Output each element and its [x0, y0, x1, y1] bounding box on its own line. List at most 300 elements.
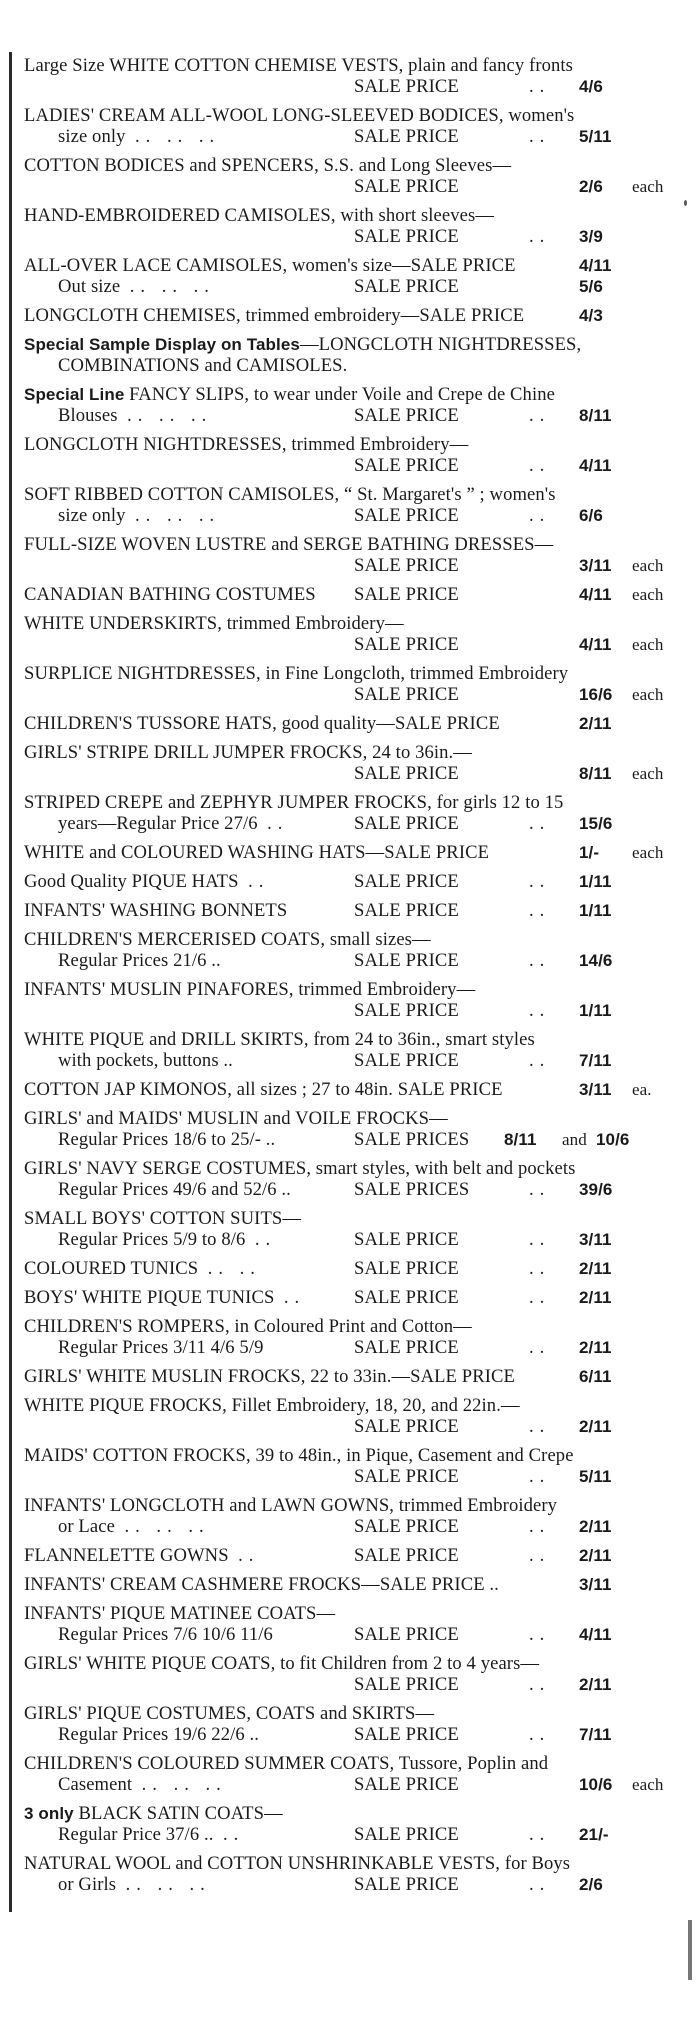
list-item — [24, 384, 656, 426]
list-item — [24, 305, 656, 326]
price-value: 1/11 — [579, 872, 612, 891]
item-text-wrap — [24, 334, 581, 355]
item-text-wrap — [24, 929, 431, 950]
list-item — [24, 1208, 656, 1250]
list-line — [24, 663, 656, 684]
sale-price-label: SALE PRICE — [354, 276, 459, 297]
sale-price-label: SALE PRICE — [354, 1229, 459, 1250]
leader-dots: .. — [529, 1545, 551, 1566]
sale-price-label: SALE PRICE — [354, 1258, 459, 1279]
price-value: 3/11 — [579, 1230, 612, 1249]
price-value: 2/11 — [579, 1338, 612, 1357]
item-description: GIRLS' WHITE PIQUE COATS, to fit Children from 2 to 4 years— — [24, 1653, 540, 1674]
price-value: 2/11 — [579, 1288, 612, 1307]
list-item — [24, 484, 656, 526]
list-item — [24, 1029, 656, 1071]
sale-price-label: SALE PRICE — [354, 505, 459, 526]
list-line — [24, 484, 656, 505]
list-line — [24, 1674, 656, 1695]
leader-dots: .. — [529, 1874, 551, 1895]
list-item — [24, 929, 656, 971]
price-value: 16/6 — [579, 685, 613, 704]
price-suffix: each — [632, 635, 664, 654]
list-line — [24, 255, 656, 276]
item-description: GIRLS' PIQUE COSTUMES, COATS and SKIRTS— — [24, 1703, 435, 1724]
item-text-wrap — [24, 1316, 472, 1337]
price-value: 5/6 — [579, 277, 603, 296]
item-text-wrap — [24, 1516, 210, 1537]
spacer — [245, 1229, 255, 1250]
item-text-wrap — [24, 1129, 275, 1150]
price-value: 4/11 — [579, 456, 612, 475]
list-line — [24, 1395, 656, 1416]
spacer — [213, 1824, 223, 1845]
leader-dots: .. — [529, 1258, 551, 1279]
list-item — [24, 1603, 656, 1645]
list-line — [24, 742, 656, 763]
sale-price-label: SALE PRICE — [354, 1516, 459, 1537]
list-item — [24, 663, 664, 705]
list-line — [24, 929, 656, 950]
list-item — [24, 255, 656, 297]
leader-dots: .. — [529, 1179, 551, 1200]
item-text-wrap — [24, 405, 212, 426]
sale-price-label: SALE PRICE — [354, 763, 459, 784]
price-value: 1/11 — [579, 901, 612, 920]
list-line — [24, 1724, 656, 1745]
price-value: 3/9 — [579, 227, 603, 246]
sale-price-label: SALE PRICE — [354, 1774, 459, 1795]
item-detail: years—Regular Price 27/6 — [58, 813, 258, 834]
item-text-wrap — [24, 1624, 273, 1645]
list-line — [24, 1050, 656, 1071]
item-text-wrap — [24, 871, 269, 892]
item-text-wrap — [24, 55, 573, 76]
price-value: 39/6 — [579, 1180, 613, 1199]
list-line — [24, 1824, 656, 1845]
item-description: STRIPED CREPE and ZEPHYR JUMPER FROCKS, for girls 12 to 15 — [24, 792, 564, 813]
price-value: 4/6 — [579, 77, 603, 96]
item-text-wrap — [24, 1079, 503, 1100]
list-item — [24, 979, 656, 1021]
item-description: COLOURED TUNICS — [24, 1258, 199, 1279]
item-text-wrap — [24, 276, 215, 297]
list-item — [24, 842, 664, 863]
list-line — [24, 1803, 656, 1824]
leader-dots: .. — [529, 900, 551, 921]
list-item — [24, 1258, 656, 1279]
sale-price-label: SALE PRICE — [354, 1050, 459, 1071]
item-description: INFANTS' MUSLIN PINAFORES, trimmed Embroidery— — [24, 979, 476, 1000]
leader-dots: .. — [529, 813, 551, 834]
price-value: 2/11 — [579, 1259, 612, 1278]
leader-dots: .. — [529, 1674, 551, 1695]
item-detail: COMBINATIONS and CAMISOLES. — [58, 355, 348, 376]
leader-dots: .. — [529, 505, 551, 526]
price-value: 8/11 — [504, 1130, 537, 1149]
spacer — [132, 1774, 142, 1795]
list-item — [24, 1703, 656, 1745]
leader-dots: .. — [529, 871, 551, 892]
list-item — [24, 1495, 656, 1537]
leader-dots: .. — [248, 871, 270, 892]
spacer — [118, 405, 128, 426]
price-value: 3/11 — [579, 1575, 612, 1594]
item-text-wrap — [24, 384, 555, 405]
list-item — [24, 205, 656, 247]
sale-price-label: SALE PRICE — [354, 176, 459, 197]
spacer — [239, 871, 249, 892]
price-suffix: ea. — [632, 1080, 652, 1099]
item-description: CHILDREN'S COLOURED SUMMER COATS, Tussore, Poplin and — [24, 1753, 549, 1774]
list-line — [24, 813, 656, 834]
item-text-wrap — [24, 305, 524, 326]
item-text-wrap — [24, 584, 316, 605]
item-text-wrap — [24, 1108, 448, 1129]
item-detail: Regular Prices 19/6 22/6 .. — [58, 1724, 260, 1745]
list-line — [24, 1495, 656, 1516]
spacer — [229, 1545, 239, 1566]
list-line — [24, 1029, 656, 1050]
sale-price-label: SALE PRICE — [354, 555, 459, 576]
leader-dots: .. — [254, 1229, 277, 1250]
list-line — [24, 763, 664, 784]
item-text-wrap — [24, 1703, 434, 1724]
sale-price-label: SALE PRICE — [354, 950, 459, 971]
list-item — [24, 55, 656, 97]
price-value: 1/- — [579, 843, 600, 862]
list-item — [24, 155, 664, 197]
price-suffix: and — [562, 1130, 587, 1149]
item-text-wrap — [24, 355, 347, 376]
price-value: 4/3 — [579, 306, 603, 325]
list-line — [24, 1316, 656, 1337]
list-line — [24, 1574, 656, 1595]
spacer — [126, 126, 136, 147]
list-line — [24, 105, 656, 126]
list-line — [24, 1108, 656, 1129]
list-line — [24, 455, 656, 476]
list-line — [24, 355, 656, 376]
price-value: 2/11 — [579, 1675, 612, 1694]
list-item — [24, 334, 656, 376]
leader-dots: .. — [529, 1050, 551, 1071]
leader-dots: .. — [238, 1545, 260, 1566]
item-detail: Out size — [58, 276, 121, 297]
item-text-wrap — [24, 505, 220, 526]
leader-dots: .. .. .. — [141, 1774, 227, 1795]
list-line — [24, 555, 664, 576]
list-line — [24, 1624, 656, 1645]
item-description: NATURAL WOOL and COTTON UNSHRINKABLE VESTS, for Boys — [24, 1853, 571, 1874]
item-text-wrap — [24, 1179, 291, 1200]
item-description: LONGCLOTH CHEMISES, trimmed embroidery—SALE PRICE — [24, 305, 525, 326]
list-item — [24, 1753, 664, 1795]
list-item — [24, 1287, 656, 1308]
list-line — [24, 76, 656, 97]
list-line — [24, 1545, 656, 1566]
item-text-wrap — [24, 155, 511, 176]
item-description: —LONGCLOTH NIGHTDRESSES, — [299, 334, 582, 355]
item-description: SMALL BOYS' COTTON SUITS— — [24, 1208, 302, 1229]
list-item — [24, 713, 656, 734]
item-text-wrap — [24, 1229, 276, 1250]
list-line — [24, 684, 664, 705]
list-line — [24, 1337, 656, 1358]
item-text-wrap — [24, 1724, 259, 1745]
price-value: 1/11 — [579, 1001, 612, 1020]
leader-dots: .. — [529, 1416, 551, 1437]
leader-dots: .. .. .. — [125, 1874, 211, 1895]
price-value: 2/11 — [579, 1417, 612, 1436]
list-line — [24, 1208, 656, 1229]
item-text-wrap — [24, 534, 553, 555]
price-value: 14/6 — [579, 951, 613, 970]
spacer — [274, 1287, 284, 1308]
item-emphasis: Special Sample Display on Tables — [24, 335, 300, 354]
sale-price-label: SALE PRICE — [354, 871, 459, 892]
item-description: INFANTS' CREAM CASHMERE FROCKS—SALE PRICE .. — [24, 1574, 499, 1595]
item-text-wrap — [24, 1753, 548, 1774]
item-detail: Regular Prices 49/6 and 52/6 .. — [58, 1179, 291, 1200]
list-item — [24, 584, 664, 605]
item-text-wrap — [24, 1395, 520, 1416]
leader-dots: .. — [529, 126, 551, 147]
item-description: INFANTS' WASHING BONNETS — [24, 900, 288, 921]
item-text-wrap — [24, 950, 221, 971]
price-value: 4/11 — [579, 635, 612, 654]
item-text-wrap — [24, 1287, 305, 1308]
item-emphasis: Special Line — [24, 385, 125, 404]
item-detail: or Lace — [58, 1516, 115, 1537]
leader-dots: .. .. .. — [124, 1516, 210, 1537]
item-text-wrap — [24, 1603, 335, 1624]
price-value: 8/11 — [579, 764, 612, 783]
price-value: 7/11 — [579, 1051, 612, 1070]
item-text-wrap — [24, 105, 574, 126]
item-detail: Blouses — [58, 405, 118, 426]
leader-dots: .. — [529, 1466, 551, 1487]
item-text-wrap — [24, 1366, 515, 1387]
leader-dots: .. .. .. — [135, 505, 221, 526]
item-text-wrap — [24, 1495, 557, 1516]
item-description: WHITE UNDERSKIRTS, trimmed Embroidery— — [24, 613, 404, 634]
list-line — [24, 1258, 656, 1279]
item-detail: with pockets, buttons .. — [58, 1050, 233, 1071]
price-value: 4/11 — [579, 585, 612, 604]
item-text-wrap — [24, 842, 489, 863]
item-description: COTTON JAP KIMONOS, all sizes ; 27 to 48in. SALE PRICE — [24, 1079, 503, 1100]
list-line — [24, 584, 664, 605]
list-line — [24, 979, 656, 1000]
leader-dots: .. — [529, 1624, 551, 1645]
sale-price-label: SALE PRICE — [354, 1000, 459, 1021]
item-description: BLACK SATIN COATS— — [73, 1803, 283, 1824]
leader-dots: .. .. .. — [135, 126, 221, 147]
sale-price-label: SALE PRICES — [354, 1129, 470, 1150]
item-description: ALL-OVER LACE CAMISOLES, women's size—SALE PRICE — [24, 255, 516, 276]
item-text-wrap — [24, 1208, 301, 1229]
price-value: 8/11 — [579, 406, 612, 425]
list-item — [24, 1653, 656, 1695]
leader-dots: .. — [283, 1287, 306, 1308]
price-value: 4/11 — [579, 1625, 612, 1644]
item-text-wrap — [24, 613, 404, 634]
item-description: Large Size WHITE COTTON CHEMISE VESTS, plain and fancy fronts — [24, 55, 574, 76]
item-detail: Regular Prices 7/6 10/6 11/6 — [58, 1624, 273, 1645]
leader-dots: .. — [529, 1229, 551, 1250]
list-line — [24, 1603, 656, 1624]
item-text-wrap — [24, 1258, 261, 1279]
spacer — [120, 276, 130, 297]
item-description: HAND-EMBROIDERED CAMISOLES, with short sleeves— — [24, 205, 495, 226]
list-item — [24, 1366, 656, 1387]
list-line — [24, 205, 656, 226]
item-emphasis: 3 only — [24, 1804, 74, 1823]
item-description: SURPLICE NIGHTDRESSES, in Fine Longcloth, trimmed Embroidery — [24, 663, 569, 684]
price-value: 5/11 — [579, 127, 612, 146]
price-value: 2/6 — [579, 1875, 603, 1894]
list-line — [24, 55, 656, 76]
list-line — [24, 1774, 664, 1795]
list-line — [24, 634, 664, 655]
price-value: 2/11 — [579, 1517, 612, 1536]
list-line — [24, 1853, 656, 1874]
list-line — [24, 1158, 656, 1179]
list-line — [24, 534, 656, 555]
item-description: GIRLS' WHITE MUSLIN FROCKS, 22 to 33in.—SALE PRICE — [24, 1366, 515, 1387]
leader-dots: .. — [529, 1000, 551, 1021]
leader-dots: .. — [267, 813, 289, 834]
price-suffix: each — [632, 177, 664, 196]
price-suffix: each — [632, 556, 664, 575]
list-item — [24, 105, 656, 147]
list-item — [24, 1574, 656, 1595]
item-description: LADIES' CREAM ALL-WOOL LONG-SLEEVED BODICES, women's — [24, 105, 575, 126]
list-line — [24, 1874, 656, 1895]
list-item — [24, 792, 656, 834]
item-description: LONGCLOTH NIGHTDRESSES, trimmed Embroidery— — [24, 434, 469, 455]
item-detail: size only — [58, 505, 126, 526]
price-value: 10/6 — [579, 1775, 613, 1794]
price-value: 15/6 — [579, 814, 613, 833]
item-detail: Regular Prices 3/11 4/6 5/9 — [58, 1337, 264, 1358]
list-line — [24, 1416, 656, 1437]
leader-dots: .. — [529, 1287, 551, 1308]
sale-price-label: SALE PRICES — [354, 1179, 470, 1200]
scan-speck — [684, 200, 687, 206]
price-value: 21/- — [579, 1825, 609, 1844]
item-detail: Regular Price 37/6 .. — [58, 1824, 214, 1845]
sale-price-label: SALE PRICE — [354, 684, 459, 705]
price-suffix: each — [632, 764, 664, 783]
item-text-wrap — [24, 1824, 244, 1845]
item-text-wrap — [24, 255, 516, 276]
item-text-wrap — [24, 1445, 574, 1466]
leader-dots: .. — [222, 1824, 245, 1845]
leader-dots: .. — [529, 455, 551, 476]
price-value: 7/11 — [579, 1725, 612, 1744]
sale-price-label: SALE PRICE — [354, 1874, 459, 1895]
list-line — [24, 405, 656, 426]
item-description: GIRLS' and MAIDS' MUSLIN and VOILE FROCKS— — [24, 1108, 448, 1129]
item-description: INFANTS' LONGCLOTH and LAWN GOWNS, trimmed Embroidery — [24, 1495, 558, 1516]
sale-price-label: SALE PRICE — [354, 226, 459, 247]
list-line — [24, 126, 656, 147]
sale-price-label: SALE PRICE — [354, 584, 459, 605]
sale-price-label: SALE PRICE — [354, 1337, 459, 1358]
list-line — [24, 1653, 656, 1674]
price-value: 5/11 — [579, 1467, 612, 1486]
item-description: FANCY SLIPS, to wear under Voile and Crepe de Chine — [124, 384, 555, 405]
sale-price-label: SALE PRICE — [354, 1545, 459, 1566]
item-description: CANADIAN BATHING COSTUMES — [24, 584, 316, 605]
item-detail: or Girls — [58, 1874, 117, 1895]
sale-price-label: SALE PRICE — [354, 455, 459, 476]
leader-dots: .. .. .. — [127, 405, 213, 426]
item-detail: Casement — [58, 1774, 133, 1795]
list-line — [24, 842, 664, 863]
item-text-wrap — [24, 1337, 263, 1358]
price-value: 4/11 — [579, 256, 612, 275]
item-description: GIRLS' STRIPE DRILL JUMPER FROCKS, 24 to 36in.— — [24, 742, 472, 763]
sale-price-label: SALE PRICE — [354, 405, 459, 426]
list-line — [24, 434, 656, 455]
item-text-wrap — [24, 792, 563, 813]
list-line — [24, 176, 664, 197]
item-description: CHILDREN'S MERCERISED COATS, small sizes— — [24, 929, 431, 950]
price-value: 6/6 — [579, 506, 603, 525]
item-description: CHILDREN'S ROMPERS, in Coloured Print and Cotton— — [24, 1316, 472, 1337]
list-line — [24, 155, 656, 176]
list-item — [24, 1108, 656, 1150]
list-line — [24, 276, 656, 297]
list-line — [24, 613, 656, 634]
list-item — [24, 871, 656, 892]
item-text-wrap — [24, 1774, 227, 1795]
sale-price-label: SALE PRICE — [354, 813, 459, 834]
sale-price-label: SALE PRICE — [354, 900, 459, 921]
list-line — [24, 305, 656, 326]
spacer — [198, 1258, 208, 1279]
price-suffix: each — [632, 685, 664, 704]
list-item — [24, 1316, 656, 1358]
price-suffix: each — [632, 843, 664, 862]
list-item — [24, 434, 656, 476]
item-text-wrap — [24, 1653, 539, 1674]
leader-dots: .. — [529, 226, 551, 247]
price-value: 10/6 — [596, 1130, 630, 1149]
item-description: COTTON BODICES and SPENCERS, S.S. and Long Sleeves— — [24, 155, 512, 176]
item-description: WHITE PIQUE FROCKS, Fillet Embroidery, 18, 20, and 22in.— — [24, 1395, 520, 1416]
item-detail: Regular Prices 21/6 .. — [58, 950, 221, 971]
item-text-wrap — [24, 813, 288, 834]
item-text-wrap — [24, 126, 220, 147]
list-item — [24, 1395, 656, 1437]
list-item — [24, 1545, 656, 1566]
list-item — [24, 534, 664, 576]
item-text-wrap — [24, 1853, 570, 1874]
leader-dots: .. .. .. — [129, 276, 215, 297]
leader-dots: .. — [529, 1724, 551, 1745]
list-line — [24, 505, 656, 526]
item-text-wrap — [24, 434, 468, 455]
list-item — [24, 1853, 656, 1895]
item-text-wrap — [24, 1029, 535, 1050]
sale-price-label: SALE PRICE — [354, 1287, 459, 1308]
sale-price-label: SALE PRICE — [354, 1674, 459, 1695]
leader-dots: .. — [529, 1516, 551, 1537]
